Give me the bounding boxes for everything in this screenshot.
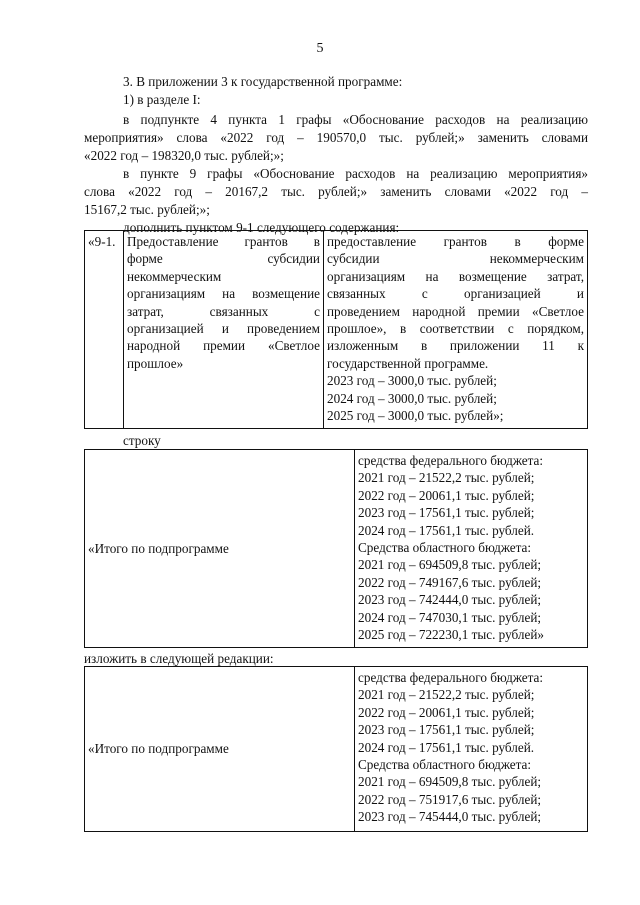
- event-line: затрат, связанных с: [127, 303, 320, 319]
- paragraph-subitem-4-line2: мероприятия» слова «2022 год – 190570,0 тыс. рублей;» заменить словами: [84, 130, 588, 145]
- justification-line: предоставление грантов в форме: [327, 234, 584, 249]
- value-line: 2024 год – 17561,1 тыс. рублей.: [358, 522, 535, 538]
- justification-line: связанных с организацией и: [327, 286, 584, 302]
- value-line: 2024 год – 747030,1 тыс. рублей;: [358, 609, 542, 625]
- value-line: Средства областного бюджета:: [358, 757, 532, 773]
- value-line: 2022 год – 749167,6 тыс. рублей;: [358, 574, 542, 590]
- paragraph-3: 3. В приложении 3 к государственной программе:: [123, 74, 403, 89]
- paragraph-item-9-line2: слова «2022 год – 20167,2 тыс. рублей;» заменить словами «2022 год –: [84, 184, 588, 199]
- justification-line: субсидии некоммерческим: [327, 251, 584, 267]
- value-line: 2023 год – 17561,1 тыс. рублей;: [358, 505, 535, 521]
- value-line: 2023 год – 17561,1 тыс. рублей;: [358, 722, 535, 738]
- old-total-label: «Итого по подпрограмме: [85, 450, 355, 648]
- event-line: Предоставление грантов в: [127, 234, 320, 249]
- paragraph-subitem-4-line3: «2022 год – 198320,0 тыс. рублей;»;: [84, 148, 284, 163]
- value-line: 2021 год – 694509,8 тыс. рублей;: [358, 774, 542, 790]
- justification-line: государственной программе.: [327, 355, 489, 371]
- value-line: 2021 год – 21522,2 тыс. рублей;: [358, 470, 535, 486]
- table-cell-event: [124, 231, 324, 429]
- table-new-total: [84, 666, 588, 832]
- page-number: 5: [316, 41, 324, 56]
- event-line: прошлое»: [127, 355, 184, 371]
- table-cell-number: «9-1.: [85, 231, 124, 429]
- value-line: средства федерального бюджета:: [358, 670, 544, 685]
- paragraph-item-9-line3: 15167,2 тыс. рублей;»;: [84, 202, 210, 217]
- justification-line: 2024 год – 3000,0 тыс. рублей;: [327, 390, 497, 406]
- justification-line: проведением народной премии «Светлое: [327, 303, 584, 319]
- table-item-9-1: [84, 230, 588, 429]
- value-line: 2021 год – 21522,2 тыс. рублей;: [358, 687, 535, 703]
- table-cell-justification: [324, 231, 588, 429]
- paragraph-item-9-line1: в пункте 9 графы «Обоснование расходов на реализацию мероприятия»: [123, 166, 588, 181]
- paragraph-new-edition: изложить в следующей редакции:: [84, 651, 274, 666]
- new-total-values: [355, 667, 588, 832]
- event-line: некоммерческим: [127, 268, 222, 284]
- event-line: организацией и проведением: [127, 321, 320, 337]
- value-line: 2021 год – 694509,8 тыс. рублей;: [358, 557, 542, 573]
- value-line: 2023 год – 745444,0 тыс. рублей;: [358, 809, 542, 825]
- paragraph-add-item: дополнить пунктом 9-1 следующего содержания:: [123, 220, 400, 235]
- old-total-values: [355, 450, 588, 648]
- paragraph-row: строку: [123, 433, 161, 448]
- new-total-label: «Итого по подпрограмме: [85, 667, 355, 832]
- value-line: 2022 год – 751917,6 тыс. рублей;: [358, 791, 542, 807]
- event-line: форме субсидии: [127, 251, 320, 267]
- justification-line: организациям на возмещение затрат,: [327, 268, 584, 284]
- value-line: 2024 год – 17561,1 тыс. рублей.: [358, 739, 535, 755]
- justification-line: прошлое», в соответствии с порядком,: [327, 321, 584, 337]
- paragraph-section-1: 1) в разделе I:: [123, 92, 201, 107]
- value-line: 2025 год – 722230,1 тыс. рублей»: [358, 627, 544, 643]
- event-line: народной премии «Светлое: [127, 338, 320, 354]
- table-old-total: [84, 449, 588, 648]
- value-line: средства федерального бюджета:: [358, 453, 544, 468]
- value-line: 2022 год – 20061,1 тыс. рублей;: [358, 487, 535, 503]
- justification-line: 2025 год – 3000,0 тыс. рублей»;: [327, 408, 504, 424]
- paragraph-subitem-4-line1: в подпункте 4 пункта 1 графы «Обоснование расходов на реализацию: [123, 112, 588, 127]
- justification-line: изложенным в приложении 11 к: [327, 338, 584, 354]
- justification-line: 2023 год – 3000,0 тыс. рублей;: [327, 373, 497, 389]
- value-line: Средства областного бюджета:: [358, 540, 532, 556]
- value-line: 2023 год – 742444,0 тыс. рублей;: [358, 592, 542, 608]
- value-line: 2022 год – 20061,1 тыс. рублей;: [358, 704, 535, 720]
- event-line: организациям на возмещение: [127, 286, 320, 302]
